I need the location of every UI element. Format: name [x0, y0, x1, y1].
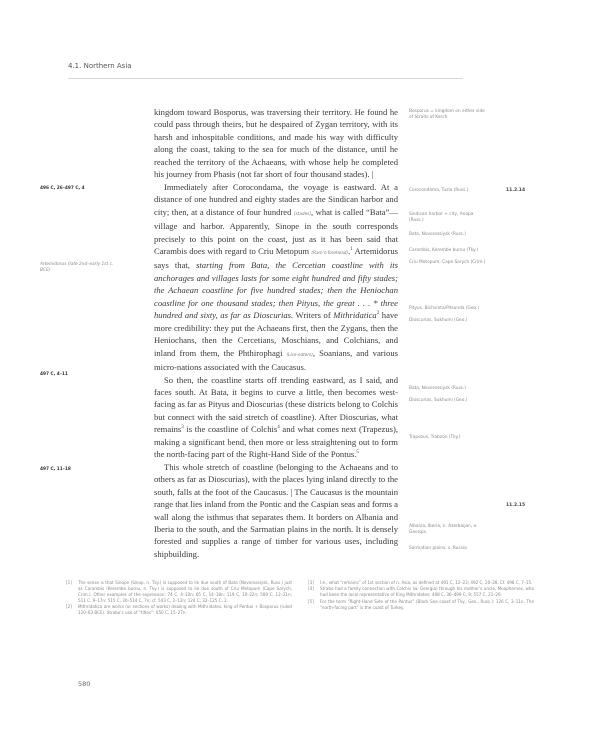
left-margin-note: 496 C, 26–497 C, 4 [40, 186, 85, 191]
footnote: [3] I.e., what “remains” of 1st section of n. Asia, as defined at 491 C, 12–23; 492 C, 20–28. Cf. 498 C, 7–15. [308, 580, 533, 585]
footnote-ref-2[interactable]: 2 [376, 311, 380, 317]
left-margin-note: 497 C, 4–11 [40, 372, 68, 377]
gloss-lice-eaters: (Lice-eaters) [286, 351, 313, 357]
right-margin-note: Dioscurias, Sukhumi (Geo.) [409, 318, 468, 323]
footnote: [5] For the term “Right-Hand Side of the Pontus” (Black Sea coast of Tky., Geo., Russ.): 126 C, 3–11n. The “north-facing part” is the coast of Turkey. [308, 598, 534, 610]
right-margin-note: Bata, Novorossiysk (Russ.) [409, 232, 466, 237]
header-rule [68, 78, 463, 79]
right-margin-note: Albania, Iberia, n. Azerbaijan, e. Georgia [409, 524, 478, 535]
artemidorus-quote: starting from Bata, the Cercetian coastline with its anchorages and villages lasts for some eight hundred and fifty stades; the Achaean coastline for five hundred stades; then the Heniochan coastline for one thousand stades; then Pityus, the great . . . * three hundred and sixty, as far as Dioscurias. [154, 260, 398, 321]
footnote-ref-1[interactable]: 1 [350, 247, 353, 253]
right-margin-note: Bosporus = kingdom on either side of Straits of Kerch [409, 109, 485, 120]
footnote-ref-5[interactable]: 5 [356, 450, 359, 456]
left-margin-note: Artemidorus (late 2nd–early 1st c. BCE) [40, 262, 114, 273]
paragraph-4: This whole stretch of coastline (belonging to the Achaeans and to others as far as Dioscurias), with the places lying inland directly to the south, falls at the foot of the Caucasus. | The Caucasus is the mountain range that lies inland from the Pontic and the Caspian seas and forms a wall along the isthmus that separates them. It borders on Albania and Iberia to the south, and the Sarmatian plains in the north. It is densely forested and supplies a range of timber for various uses, including shipbuilding. [154, 461, 398, 559]
page-number: 580 [78, 680, 91, 688]
paragraph-3: So then, the coastline starts off trending eastward, as I said, and faces south. At Bata, it begins to curve a little, then becomes west-facing as far as Pityus and Dioscurias (these districts belong to Colchis but connect with the said stretch of coastline). After Dioscurias, what remains$^3$ is the coastline of Colchis$^4$ and what comes next (Trapezus), making a significant bend, then more or less straightening out to form the north-facing part of the Right-Hand Side of the Pontus.$^5$ [154, 374, 399, 460]
footnote: [4] Strabo had a family connection with Colchis (w. Georgia) through his mother’s uncle, Moaphernes, who had been the local representative of King Mithridates: 498 C, 36–499 C, 9; 557 C, 21–29. [308, 586, 534, 598]
right-margin-note: Sarmatian plains, s. Russia [409, 546, 467, 551]
footnote: [1] The sense is that Sinope (Sinop, n. Tky.) is supposed to lie due south of Bata (Novorossiysk, Russ.) just as Carambis (Kerembe burnu, n. Tky.) is supposed to lie due south of Criu Metopum (Cape Sarych, Crim.). Other examples of the expression: 74 C, 4–10n; 65 C, 14–18n; 119 C, 10–22n; 509 C, 12–21n; 511 C, 9–17n; 515 C, 30–514 C, 7n; cf. 543 C, 2–12n; 124 C, 32–125 C, 2. [66, 580, 292, 603]
footnotes-left-column [66, 580, 292, 616]
footnote-ref-4[interactable]: 4 [277, 425, 280, 431]
paragraph-2: Immediately after Corocondama, the voyage is eastward. At a distance of one hundred and eighty stades are the Sindican harbor and city; then, at a distance of four hundred [stades], what is called “Bata”—village and harbor. Apparently, Sinope in the south corresponds precisely to this point on the coast, just as it has been said that Carambis does with regard to Criu Metopum (Ram’s-forehead).$^1$ Artemidorus says that, starting from Bata, the Cercetian coastline with its anchorages and villages lasts for some eight hundred and fifty stades; the Achaean coastline for five hundred stades; then the Heniochan coastline for one thousand stades; then Pityus, the great . . . * three hundred and sixty, as far as Dioscurias. Writers of Mithridatica$^2$ have more credibility: they put the Achaeans first, then the Zygans, then the Heniochans, then the Cercetians, Moschians, and Colchians, and inland from them, the Phthirophagi (Lice-eaters), Soanians, and various micro-nations associated with the Caucasus. [154, 181, 398, 373]
gloss-stades: [stades] [293, 210, 311, 216]
left-margin-note: 497 C, 11–18 [40, 467, 71, 472]
paragraph-1: kingdom toward Bosporus, was traversing their territory. He found he could pass through theirs, but he despaired of Zygan territory, with its harsh and inhospitable conditions, and made his way with difficulty along the coast, taking to the sea for much of the distance, until he reached the territory of the Achaeans, with whose help he completed his journey from Phasis (not far short of four thousand stades). | [154, 107, 398, 180]
footnote-ref-3[interactable]: 3 [181, 425, 184, 431]
right-margin-note: Carambis, Kerembe burnu (Tky.) [409, 248, 479, 253]
right-margin-note: Corocondama, Tuzla (Russ.) [409, 188, 469, 193]
section-reference: 11.2.14 [506, 188, 526, 193]
right-margin-note: Criu Metopum, Cape Sarych (Crim.) [409, 260, 486, 265]
section-reference: 11.2.15 [506, 503, 526, 508]
right-margin-note: Trapezus, Trabzon (Tky.) [409, 435, 461, 440]
right-margin-note: Dioscurias, Sukhumi (Geo.) [409, 398, 468, 403]
running-head: 4.1. Northern Asia [68, 62, 132, 70]
right-margin-note: Sindican harbor + city, Anapa (Russ.) [409, 212, 474, 223]
right-margin-note: Pityus, Bichvinta/Pitsunda (Geo.) [409, 306, 480, 311]
gloss-rams-forehead: (Ram’s-forehead) [311, 249, 349, 255]
right-margin-note: Bata, Novorossiysk (Russ.) [409, 386, 466, 391]
main-text [154, 106, 398, 560]
footnote: [2] Mithridatica are works (or sections of works) dealing with Mithridates, king of Pontus + Bosporus (ruled 120–63 BCE). Strabo’s use of “titles”: 650 C, 15–27n. [66, 604, 292, 616]
footnotes-right-column [308, 580, 534, 611]
